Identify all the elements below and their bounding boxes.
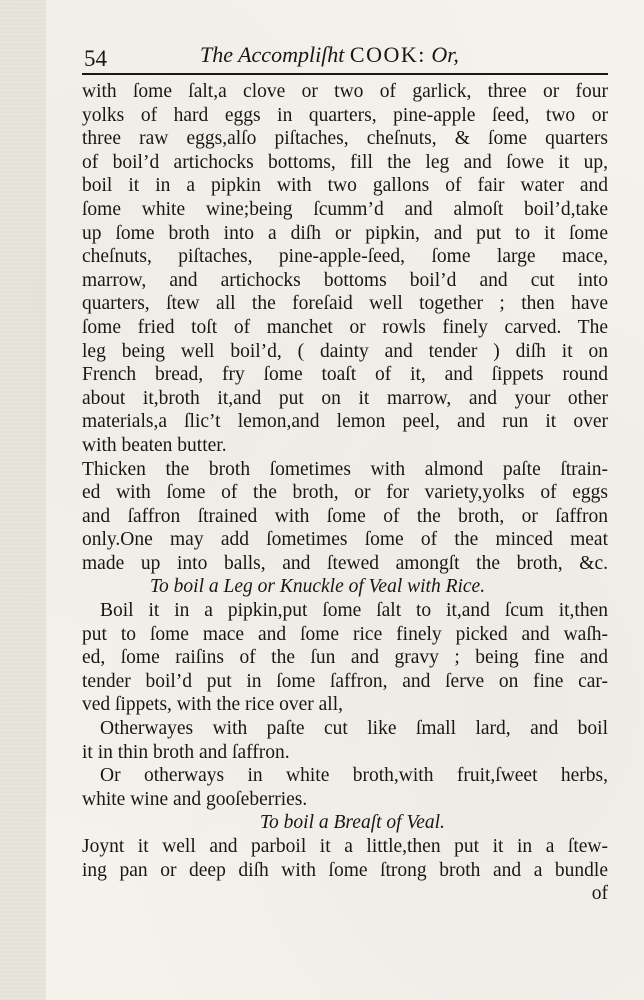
text-line: put to ſome mace and ſome rice finely picked and waſh- [82, 623, 608, 645]
text-line: with ſome ſalt,a clove or two of garlick, three or four [82, 81, 608, 102]
running-title-caps: COOK: [349, 42, 426, 67]
text-line: ved ſippets, with the rice over all, [82, 694, 344, 716]
section-heading-breast-of-veal: To boil a Breaſt of Veal. [260, 812, 445, 834]
text-line: yolks of hard eggs in quarters, pine-apple ſeed, two or [82, 104, 608, 126]
text-line: only.One may add ſometimes ſome of the minced meat [82, 529, 608, 551]
text-line: with beaten butter. [82, 434, 227, 456]
text-line: quarters, ſtew all the foreſaid well together ; then have [82, 293, 608, 315]
page-gutter [0, 0, 46, 1000]
text-line: three raw eggs,alſo piſtaches, cheſnuts, & ſome quarters [82, 128, 608, 150]
text-line: up ſome broth into a diſh or pipkin, and put to it ſome [82, 222, 608, 244]
page-number: 54 [84, 46, 107, 71]
text-line: French bread, fry ſome toaſt of it, and ſippets round [82, 364, 608, 386]
text-line: ed, ſome raiſins of the ſun and gravy ; being fine and [82, 647, 608, 669]
section-heading-leg-of-veal: To boil a Leg or Knuckle of Veal with Rice. [150, 576, 486, 598]
text-line: white wine and gooſeberries. [82, 788, 308, 810]
body-text [82, 80, 608, 906]
text-line: about it,broth it,and put on it marrow, and your other [82, 387, 608, 409]
text-line: materials,a ſlic’t lemon,and lemon peel, and run it over [82, 411, 608, 433]
text-line: cheſnuts, piſtaches, pine-apple-ſeed, ſome large mace, [82, 246, 608, 268]
page-header [82, 38, 610, 72]
text-line: Joynt it well and parboil it a little,then put it in a ſtew- [82, 836, 608, 857]
text-line: Or otherways in white broth,with fruit,ſweet herbs, [100, 765, 608, 787]
text-line: tender boil’d put in ſome ſaffron, and ſerve on fine car- [82, 670, 608, 692]
text-line: ſome fried toſt of manchet or rowls finely carved. The [82, 316, 608, 338]
text-line: made up into balls, and ſtewed amongſt the broth, &c. [82, 552, 608, 574]
text-line: ed with ſome of the broth, or for variety,yolks of eggs [82, 482, 608, 504]
running-title-tail: Or, [431, 42, 459, 67]
text-line: Otherwayes with paſte cut like ſmall lard, and boil [100, 718, 608, 740]
text-line: ing pan or deep diſh with ſome ſtrong broth and a bundle [82, 859, 608, 881]
text-line: ſome white wine;being ſcumm’d and almoſt boil’d,take [82, 198, 608, 220]
text-line: it in thin broth and ſaffron. [82, 741, 290, 763]
header-rule [82, 73, 608, 75]
running-title [200, 42, 459, 68]
text-line: leg being well boil’d, ( dainty and tender ) diſh it on [82, 340, 608, 362]
text-line: and ſaffron ſtrained with ſome of the broth, or ſaffron [82, 505, 608, 527]
text-line: Thicken the broth ſometimes with almond paſte ſtrain- [82, 458, 608, 480]
catchword: of [591, 883, 608, 905]
text-line: Boil it in a pipkin,put ſome ſalt to it,and ſcum it,then [100, 600, 608, 622]
text-line: marrow, and artichocks bottoms boil’d and cut into [82, 269, 608, 291]
running-title-italic: The Accompliſht [200, 42, 345, 67]
text-line: of boil’d artichocks bottoms, fill the leg and ſowe it up, [82, 151, 608, 173]
text-line: boil it in a pipkin with two gallons of fair water and [82, 175, 608, 197]
